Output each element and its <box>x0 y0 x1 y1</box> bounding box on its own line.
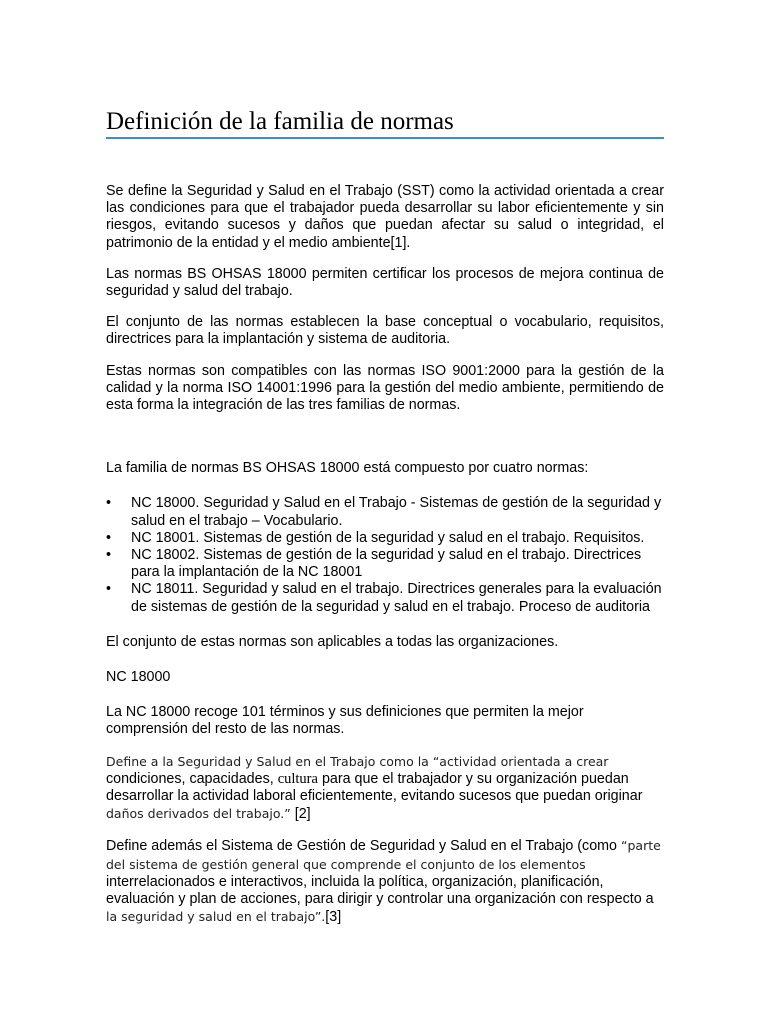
list-item: • NC 18000. Seguridad y Salud en el Trabajo - Sistemas de gestión de la seguridad y salud en el trabajo – Vocabulario. <box>106 495 662 529</box>
list-item: • NC 18011. Seguridad y salud en el trabajo. Directrices generales para la evaluación de sistemas de gestión de la seguridad y salud en el trabajo. Proceso de auditoria <box>106 581 662 615</box>
paragraph-conceptual-base: El conjunto de las normas establecen la base conceptual o vocabulario, requisitos, directrices para la implantación y sistema de auditoria. <box>106 314 664 348</box>
paragraph-sst-definition-quote: Define a la Seguridad y Salud en el Trabajo como la “actividad orientada a crear condiciones, capacidades, cultura para que el trabajador y su organización puedan desarrollar la actividad laboral eficientemente, evitando sucesos que puedan originar daños derivados del trabajo.” [2] <box>106 753 643 823</box>
paragraph-compatibility: Estas normas son compatibles con las normas ISO 9001:2000 para la gestión de la calidad y la norma ISO 14001:1996 para la gestión del medio ambiente, permitiendo de esta forma la integración de las tres familias de normas. <box>106 362 664 414</box>
citation: [2] <box>294 806 311 823</box>
norms-list <box>106 495 664 615</box>
paragraph-family-intro: La familia de normas BS OHSAS 18000 está compuesto por cuatro normas: <box>106 460 589 477</box>
document-body <box>106 183 664 927</box>
document-title: Definición de la familia de normas <box>106 108 454 135</box>
bullet-icon: • <box>106 547 112 564</box>
title-underline <box>106 137 664 139</box>
paragraph-management-system-quote: Define además el Sistema de Gestión de Seguridad y Salud en el Trabajo (como “parte del sistema de gestión general que comprende el conjunto de los elementos interrelacionados e interactivos, incluida la política, organización, planificación, evaluación y plan de acciones, para dirigir y controlar una organización con respecto a la seguridad y salud en el trabajo”.[3] <box>106 838 661 926</box>
paragraph-sst-definition: Se define la Seguridad y Salud en el Trabajo (SST) como la actividad orientada a crear las condiciones para que el trabajador pueda desarrollar su labor eficientemente y sin riesgos, evitando sucesos y daños que puedan afectar su salud o integridad, el patrimonio de la entidad y el medio ambiente[1]. <box>106 183 664 251</box>
paragraph-certification: Las normas BS OHSAS 18000 permiten certificar los procesos de mejora continua de seguridad y salud del trabajo. <box>106 265 664 300</box>
list-item: • NC 18002. Sistemas de gestión de la seguridad y salud en el trabajo. Directrices para la implantación de la NC 18001 <box>106 547 642 581</box>
paragraph-applicability: El conjunto de estas normas son aplicables a todas las organizaciones. <box>106 633 559 650</box>
paragraph-nc18000: La NC 18000 recoge 101 términos y sus definiciones que permiten la mejor comprensión del resto de las normas. <box>106 704 584 738</box>
bullet-icon: • <box>106 495 112 512</box>
citation: [3] <box>325 909 342 926</box>
list-item: • NC 18001. Sistemas de gestión de la seguridad y salud en el trabajo. Requisitos. <box>106 529 645 546</box>
bullet-icon: • <box>106 581 112 598</box>
section-heading-nc18000: NC 18000 <box>106 669 171 686</box>
bullet-icon: • <box>106 529 112 546</box>
